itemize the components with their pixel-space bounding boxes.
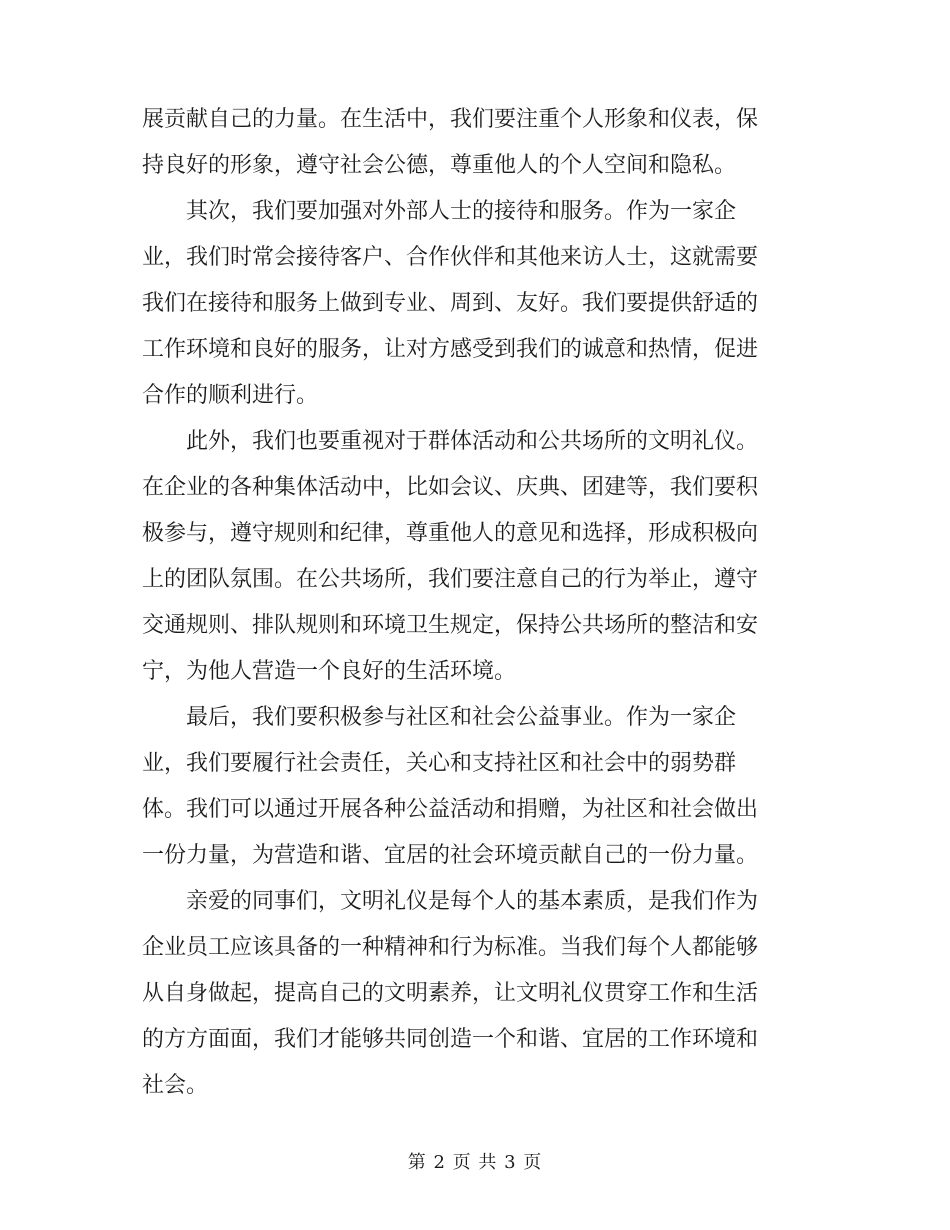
text-line: 此外，我们也要重视对于群体活动和公共场所的文明礼仪。 bbox=[142, 429, 759, 454]
text-line: 交通规则、排队规则和环境卫生规定，保持公共场所的整洁和安 bbox=[142, 613, 759, 638]
text-line: 合作的顺利进行。 bbox=[142, 383, 319, 408]
text-line: 社会。 bbox=[142, 1073, 209, 1098]
text-line: 从自身做起，提高自己的文明素养，让文明礼仪贯穿工作和生活 bbox=[142, 981, 759, 1006]
text-line: 业，我们要履行社会责任，关心和支持社区和社会中的弱势群 bbox=[142, 751, 737, 776]
text-line: 最后，我们要积极参与社区和社会公益事业。作为一家企 bbox=[142, 705, 737, 730]
text-line: 展贡献自己的力量。在生活中，我们要注重个人形象和仪表，保 bbox=[142, 107, 759, 132]
text-line: 在企业的各种集体活动中，比如会议、庆典、团建等，我们要积 bbox=[142, 475, 759, 500]
text-line: 极参与，遵守规则和纪律，尊重他人的意见和选择，形成积极向 bbox=[142, 521, 759, 546]
text-line: 亲爱的同事们，文明礼仪是每个人的基本素质，是我们作为 bbox=[142, 889, 759, 914]
text-line: 其次，我们要加强对外部人士的接待和服务。作为一家企 bbox=[142, 199, 737, 224]
document-body bbox=[142, 97, 802, 1109]
text-line: 宁，为他人营造一个良好的生活环境。 bbox=[142, 659, 517, 684]
text-line: 我们在接待和服务上做到专业、周到、友好。我们要提供舒适的 bbox=[142, 291, 759, 316]
text-line: 体。我们可以通过开展各种公益活动和捐赠，为社区和社会做出 bbox=[142, 797, 759, 822]
page-number-footer: 第 2 页 共 3 页 bbox=[407, 1152, 543, 1173]
text-line: 业，我们时常会接待客户、合作伙伴和其他来访人士，这就需要 bbox=[142, 245, 759, 270]
text-line: 的方方面面，我们才能够共同创造一个和谐、宜居的工作环境和 bbox=[142, 1027, 759, 1052]
text-line: 持良好的形象，遵守社会公德，尊重他人的个人空间和隐私。 bbox=[142, 153, 737, 178]
text-line: 一份力量，为营造和谐、宜居的社会环境贡献自己的一份力量。 bbox=[142, 843, 759, 868]
text-line: 企业员工应该具备的一种精神和行为标准。当我们每个人都能够 bbox=[142, 935, 759, 960]
text-line: 工作环境和良好的服务，让对方感受到我们的诚意和热情，促进 bbox=[142, 337, 759, 362]
text-line: 上的团队氛围。在公共场所，我们要注意自己的行为举止，遵守 bbox=[142, 567, 759, 592]
